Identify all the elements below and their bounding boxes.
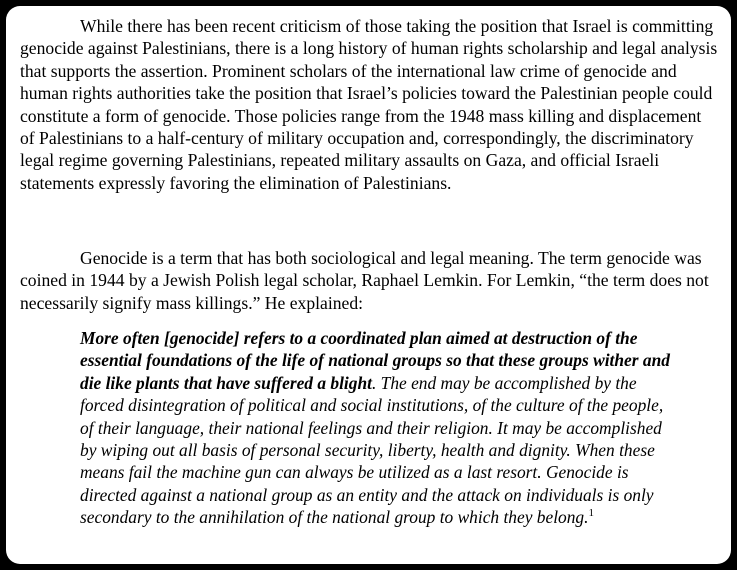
paragraph-genocide-definition: Genocide is a term that has both sociological and legal meaning. The term genocide was coined in 1944 by a Jewish Polish legal scholar, Raphael Lemkin. For Lemkin, “the term does not necessarily signify mass killings.” He explained: bbox=[20, 248, 709, 313]
block-quote-lemkin bbox=[80, 327, 670, 529]
footnote-marker[interactable]: 1 bbox=[588, 507, 594, 520]
document-page bbox=[6, 6, 731, 564]
quote-italic-text: . The end may be accomplished by the forced disintegration of political and social institutions, of the culture of the people, of their language, their national feelings and their religion. It may be accomplished by wiping out all basis of personal security, liberty, health and dignity. When these means fail the machine gun can always be utilized as a last resort. Genocide is directed against a national group as an entity and the attack on individuals is only secondary to the annihilation of the national group to which they belong. bbox=[80, 372, 664, 528]
quote-bold-text: More often [genocide] refers to a coordinated plan aimed at destruction of the essential foundations of the life of national groups so that these groups wither and die like plants that have suffered a blight bbox=[80, 328, 670, 393]
paragraph-intro: While there has been recent criticism of those taking the position that Israel is committing genocide against Palestinians, there is a long history of human rights scholarship and legal analysis that supports the assertion. Prominent scholars of the international law crime of genocide and human rights authorities take the position that Israel’s policies toward the Palestinian people could constitute a form of genocide. Those policies range from the 1948 mass killing and displacement of Palestinians to a half-century of military occupation and, correspondingly, the discriminatory legal regime governing Palestinians, repeated military assaults on Gaza, and official Israeli statements expressly favoring the elimination of Palestinians. bbox=[20, 16, 718, 193]
